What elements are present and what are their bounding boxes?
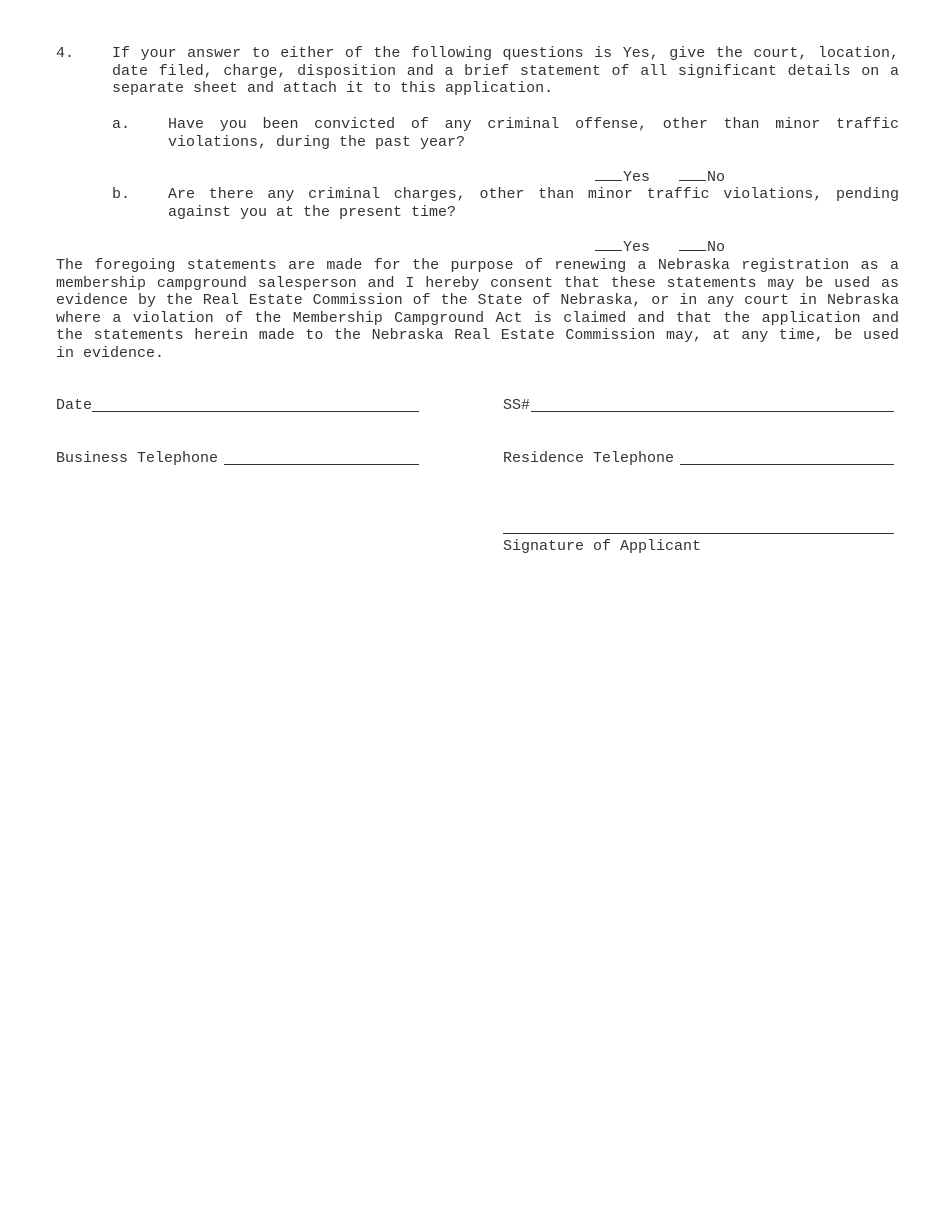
question-4-text: If your answer to either of the following questions is Yes, give the court, location, date filed, charge, disposition and a brief statement of all significant details on a separate sheet and attach it to this application. [112,45,899,98]
question-b [168,186,899,221]
yes-blank[interactable] [595,238,622,251]
ssn-field[interactable] [531,411,894,412]
question-a [168,116,899,151]
question-b-letter: b. [112,186,131,203]
ssn-label: SS# [503,397,531,414]
no-blank[interactable] [679,238,706,251]
yes-label: Yes [623,239,651,256]
signature-label: Signature of Applicant [503,538,702,555]
business-phone-label: Business Telephone [56,450,219,467]
date-field[interactable] [92,411,419,412]
question-4 [112,45,899,98]
question-4-number: 4. [56,45,75,62]
yes-blank[interactable] [595,168,622,181]
yes-label: Yes [623,169,651,186]
no-label: No [707,169,726,186]
business-phone-field[interactable] [224,464,419,465]
no-label: No [707,239,726,256]
consent-statement-text: The foregoing statements are made for the purpose of renewing a Nebraska registration as a membership campground salesperson and I hereby consent that these statements may be used as evidence by the Real Estate Commission of the State of Nebraska, or in any court in Nebraska where a violation of the Membership Campground Act is claimed and that the application and the statements herein made to the Nebraska Real Estate Commission may, at any time, be used in evidence. [56,257,899,362]
residence-phone-field[interactable] [680,464,894,465]
question-a-letter: a. [112,116,131,133]
date-label: Date [56,397,93,414]
no-blank[interactable] [679,168,706,181]
consent-statement [56,257,899,363]
signature-field[interactable] [503,533,894,534]
question-b-text: Are there any criminal charges, other than minor traffic violations, pending against you at the present time? [168,186,899,221]
residence-phone-label: Residence Telephone [503,450,675,467]
question-a-text: Have you been convicted of any criminal offense, other than minor traffic violations, during the past year? [168,116,899,151]
